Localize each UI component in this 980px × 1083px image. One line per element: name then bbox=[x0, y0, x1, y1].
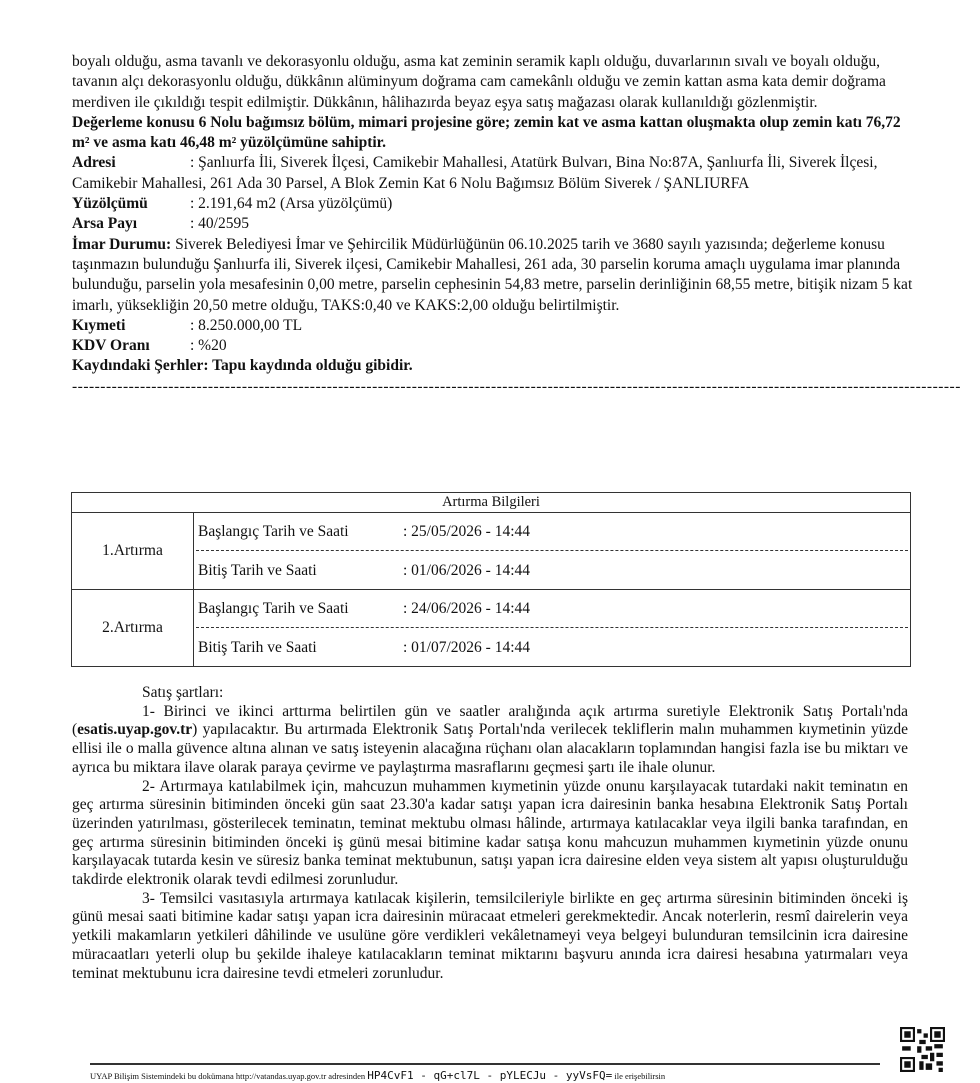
end-datetime: Bitiş Tarih ve Saati : 01/06/2026 - 14:44 bbox=[198, 562, 531, 579]
description-paragraph: boyalı olduğu, asma tavanlı ve dekorasyonlu olduğu, asma kat zeminin seramik kaplı olduğu, duvarlarının sıvalı ve boyalı olduğu, tavanın alçı dekorasyonlu olduğu, dükkânın alüminyum doğrama cam camekânlı olduğu ve zemin kattan asma kata demir doğrama merdiven ile çıkıldığı tespit edilmiştir. Dükkânın, hâlihazırda beyaz eşya satış mağazası olarak kullanıldığı gözlenmiştir. bbox=[72, 53, 886, 111]
terms-paragraph-1: 1- Birinci ve ikinci arttırma belirtilen gün ve saatler aralığında açık artırma suretiyle Elektronik Satış Portalı'nda (esatis.uyap.gov.tr) yapılacaktır. Bu artırmada Elektronik Satış Portalı'nda verilecek tekliflerin malın muhammen kıymetinin yüzde ellisi ile o malla güvence altına alınan ve satış isteyenin alacağına rüçhanı olan alacakların toplamından hangisi fazla ise bu miktarı ve ayrıca bu miktara ilave olarak paraya çevirme ve paylaştırma masraflarını geçmesi şartı ile ihale olunur. bbox=[72, 702, 908, 776]
sale-terms bbox=[72, 684, 908, 983]
table-title: Artırma Bilgileri bbox=[72, 493, 911, 513]
esatis-link[interactable]: esatis.uyap.gov.tr bbox=[77, 721, 193, 739]
annotations-field: Kaydındaki Şerhler: Tapu kaydında olduğu gibidir. bbox=[72, 357, 413, 375]
auction-name: 1.Artırma bbox=[72, 513, 194, 590]
end-datetime: Bitiş Tarih ve Saati : 01/07/2026 - 14:44 bbox=[198, 639, 531, 656]
table-row bbox=[72, 513, 911, 590]
start-datetime: Başlangıç Tarih ve Saati : 25/05/2026 - 14:44 bbox=[198, 523, 531, 540]
address-field: Adresi : Şanlıurfa İli, Siverek İlçesi, Camikebir Mahallesi, Atatürk Bulvarı, Bina No:87A, Şanlıurfa İli, Siverek İlçesi, Camikebir Mahallesi, 261 Ada 30 Parsel, A Blok Zemin Kat 6 Nolu Bağımsız Bölüm Siverek / ŞANLIURFA bbox=[72, 154, 878, 192]
land-share-field: Arsa Payı : 40/2595 bbox=[72, 215, 249, 233]
property-details bbox=[72, 52, 961, 397]
valuation-paragraph: Değerleme konusu 6 Nolu bağımsız bölüm, mimari projesine göre; zemin kat ve asma kattan oluşmakta olup zemin katı 76,72 m² ve asma katı 46,48 m² yüzölçümüne sahiptir. bbox=[72, 113, 901, 152]
terms-paragraph-2: 2- Artırmaya katılabilmek için, mahcuzun muhammen kıymetinin yüzde onunu karşılayacak tutardaki nakit teminatın en geç artırma süresinin bitiminden önceki gün saat 23.30'a kadar satışı yapan icra dairesinin banka hesabına Elektronik Satış Portalı üzerinden yatırılması, gösterilecek teminatın, teminat mektubu olması hâlinde, artırmaya katılacaklar veya ilgili banka tarafından, en geç artırma süresinin bitiminden önceki iş günü mesai bitimine kadar satışa konu mahcuzun muhammen kıymetinin yüzde onunu karşılayacak tutarda kesin ve süresiz banka teminat mektubunun, satışı yapan icra dairesine elden veya sistem alt yapısı oluşturulduğu takdirde elektronik olarak tevdi edilmesi zorunludur. bbox=[72, 777, 908, 889]
auction-info-table bbox=[71, 492, 911, 667]
qr-code-icon bbox=[900, 1027, 945, 1072]
vat-field: KDV Oranı : %20 bbox=[72, 337, 227, 355]
auction-name: 2.Artırma bbox=[72, 590, 194, 667]
terms-heading: Satış şartları: bbox=[142, 684, 224, 701]
start-datetime: Başlangıç Tarih ve Saati : 24/06/2026 - 14:44 bbox=[198, 600, 531, 617]
value-field: Kıymeti : 8.250.000,00 TL bbox=[72, 316, 303, 334]
table-row bbox=[72, 590, 911, 667]
verification-code: HP4CvF1 - qG+cl7L - pYLECJu - yyVsFQ= bbox=[367, 1069, 613, 1082]
terms-paragraph-3: 3- Temsilci vasıtasıyla artırmaya katılacak kişilerin, temsilcileriyle birlikte en geç artırma süresinin bitiminden önceki iş günü mesai saati bitimine kadar satışı yapan icra dairesinin müracaat etmeleri gerekmektedir. Ancak noterlerin, resmî dairelerin veya yetkili makamların yetkileri dâhilinde ve usulüne göre verdikleri vekâletnameyi veya belgeyi bulunduran temsilcinin icra dairesine müracaatları yeterli olup bu şekilde ihaleye katılacakların teminat miktarını başvuru anında icra dairesi hesabına yatırmaları veya teminat mektubunu icra dairesine tevdi etmeleri zorunludur. bbox=[72, 889, 908, 982]
footer: UYAP Bilişim Sistemindeki bu dokümana http://vatandas.uyap.gov.tr adresinden HP4CvF1 - qG+cl7L - pYLECJu - yyVsFQ= ile erişebilirsin bbox=[90, 1063, 880, 1082]
area-field: Yüzölçümü : 2.191,64 m2 (Arsa yüzölçümü) bbox=[72, 195, 393, 213]
divider-line: ------------------------------------------------------------------------------------------------------------------------------------------------------------- bbox=[72, 377, 961, 395]
zoning-field: İmar Durumu: Siverek Belediyesi İmar ve Şehircilik Müdürlüğünün 06.10.2025 tarih ve 3680 sayılı yazısında; değerleme konusu taşınmazın bulunduğu Şanlıurfa ili, Siverek ilçesi, Camikebir Mahallesi, 261 ada, 30 parselin koruma amaçlı uygulama imar planında bulunduğu, parselin yola mesafesinin 0,00 metre, parselin cephesinin 54,83 metre, parselin derinliğinin 68,55 metre, bitişik nizam 5 kat imarlı, yüksekliğin 20,50 metre olduğu, TAKS:0,40 ve KAKS:2,00 olduğu belirtilmiştir. bbox=[72, 235, 913, 314]
